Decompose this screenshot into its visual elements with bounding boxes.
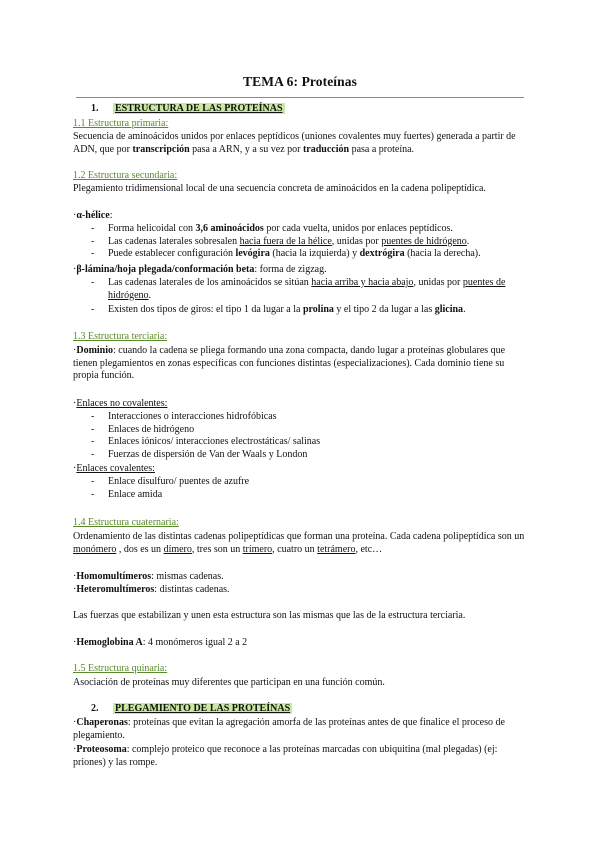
primaria-text-1: Secuencia de aminoácidos unidos por enlaces peptídicos (uniones covalentes muy fuertes) generada a partir de ADN, que por [73, 131, 516, 155]
quinaria-paragraph: Asociación de proteínas muy diferentes que participan en una función común. [73, 677, 385, 688]
fuerzas-paragraph: Las fuerzas que estabilizan y unen esta estructura son las mismas que las de la estructura terciaria. [73, 610, 466, 621]
primaria-paragraph [73, 131, 528, 156]
alfa-helice-label: α-hélice [76, 210, 110, 221]
primaria-bold-2: traducción [302, 143, 350, 155]
list-item: - Fuerzas de dispersión de Van der Waals y London [73, 449, 528, 462]
subsection-1-2-title: 1.2 Estructura secundaria: [73, 170, 178, 181]
no-covalentes-line: ·Enlaces no covalentes: [73, 398, 168, 409]
cuaternaria-paragraph: Ordenamiento de las distintas cadenas polipeptídicas que forman una proteína. Cada cadena polipeptídica son un monómero , dos es un dímero, tres son un trímero, cuatro un tetrámero, etc… [73, 531, 525, 555]
list-item: - Puede establecer configuración levógira (hacia la izquierda) y dextrógira (hacia la derecha). [73, 248, 528, 261]
no-covalentes-list [73, 411, 528, 461]
covalentes-label: Enlaces covalentes: [76, 463, 155, 474]
alfa-helice-list [73, 223, 528, 261]
secundaria-intro: Plegamiento tridimensional local de una secuencia concreta de aminoácidos en la cadena polipeptídica. [73, 183, 486, 194]
list-item: - Las cadenas laterales sobresalen hacia fuera de la hélice, unidas por puentes de hidrógeno. [73, 236, 528, 249]
section-2-heading [73, 703, 528, 716]
hemoglobina-line: ·Hemoglobina A: 4 monómeros igual 2 a 2 [73, 637, 248, 648]
section-1-heading [73, 103, 528, 116]
subsection-1-3-title: 1.3 Estructura terciaria: [73, 331, 168, 342]
proteosoma-paragraph: ·Proteosoma: complejo proteico que reconoce a las proteínas marcadas con ubiquitina (mal plegadas) (ej: priones) y las rompe. [73, 744, 498, 768]
primaria-bold-1: transcripción [132, 143, 190, 155]
beta-lamina-label: β-lámina/hoja plegada/conformación beta [76, 264, 255, 275]
list-item: - Las cadenas laterales de los aminoácidos se sitúan hacia arriba y hacia abajo, unidas por puentes de hidrógeno. [73, 277, 528, 302]
document-title: TEMA 6: Proteínas [243, 74, 357, 89]
subsection-1-5-title: 1.5 Estructura quinaria: [73, 663, 168, 674]
subsection-1-4-title: 1.4 Estructura cuaternaria: [73, 517, 179, 528]
list-item: - Enlaces iónicos/ interacciones electrostáticas/ salinas [73, 436, 528, 449]
covalentes-line: ·Enlaces covalentes: [73, 463, 155, 474]
section-1-title: ESTRUCTURA DE LAS PROTEÍNAS [115, 103, 283, 114]
alfa-helice-line: ·α-hélice: [73, 210, 113, 221]
dominio-paragraph: ·Dominio: cuando la cadena se pliega formando una zona compacta, dando lugar a proteínas globulares que tienen plegamientos en zonas específicas con funciones distintas (especializaciones). Cada dominio tiene su propia función. [73, 345, 506, 381]
list-item: - Existen dos tipos de giros: el tipo 1 da lugar a la prolina y el tipo 2 da lugar a las glicina. [73, 304, 528, 317]
beta-lamina-list [73, 277, 528, 317]
covalentes-list [73, 476, 528, 501]
title-divider [76, 97, 524, 98]
beta-lamina-text: : forma de zigzag. [254, 264, 327, 275]
primaria-text-2: pasa a ARN, y a su vez por [189, 143, 303, 155]
subsection-1-1-title: 1.1 Estructura primaria: [73, 118, 169, 129]
list-item: - Enlaces de hidrógeno [73, 424, 528, 437]
beta-lamina-line: ·β-lámina/hoja plegada/conformación beta: forma de zigzag. [73, 264, 327, 275]
chaperonas-paragraph: ·Chaperonas: proteínas que evitan la agregación amorfa de las proteínas antes de que finalice el proceso de plegamiento. [73, 717, 505, 741]
list-item: - Forma helicoidal con 3,6 aminoácidos por cada vuelta, unidos por enlaces peptídicos. [73, 223, 528, 236]
alfa-helice-colon: : [109, 210, 113, 221]
section-2-title: PLEGAMIENTO DE LAS PROTEÍNAS [115, 703, 291, 714]
heteromultimeros-line: ·Heteromultímeros: distintas cadenas. [73, 584, 230, 595]
list-item: - Interacciones o interacciones hidrofóbicas [73, 411, 528, 424]
section-1-number: 1. [91, 103, 99, 114]
no-covalentes-label: Enlaces no covalentes: [76, 398, 168, 409]
primaria-text-3: pasa a proteína. [349, 143, 415, 155]
section-2-number: 2. [91, 703, 99, 714]
homomultimeros-line: ·Homomultímeros: mismas cadenas. [73, 571, 224, 582]
dominio-label: Dominio [76, 345, 114, 356]
list-item: - Enlace amida [73, 489, 528, 502]
list-item: - Enlace disulfuro/ puentes de azufre [73, 476, 528, 489]
dominio-text: : cuando la cadena se pliega formando una zona compacta, dando lugar a proteínas globulares que tienen plegamientos en zonas específicas con funciones distintas (especializaciones). Cada dominio tiene su propia función. [73, 345, 506, 381]
